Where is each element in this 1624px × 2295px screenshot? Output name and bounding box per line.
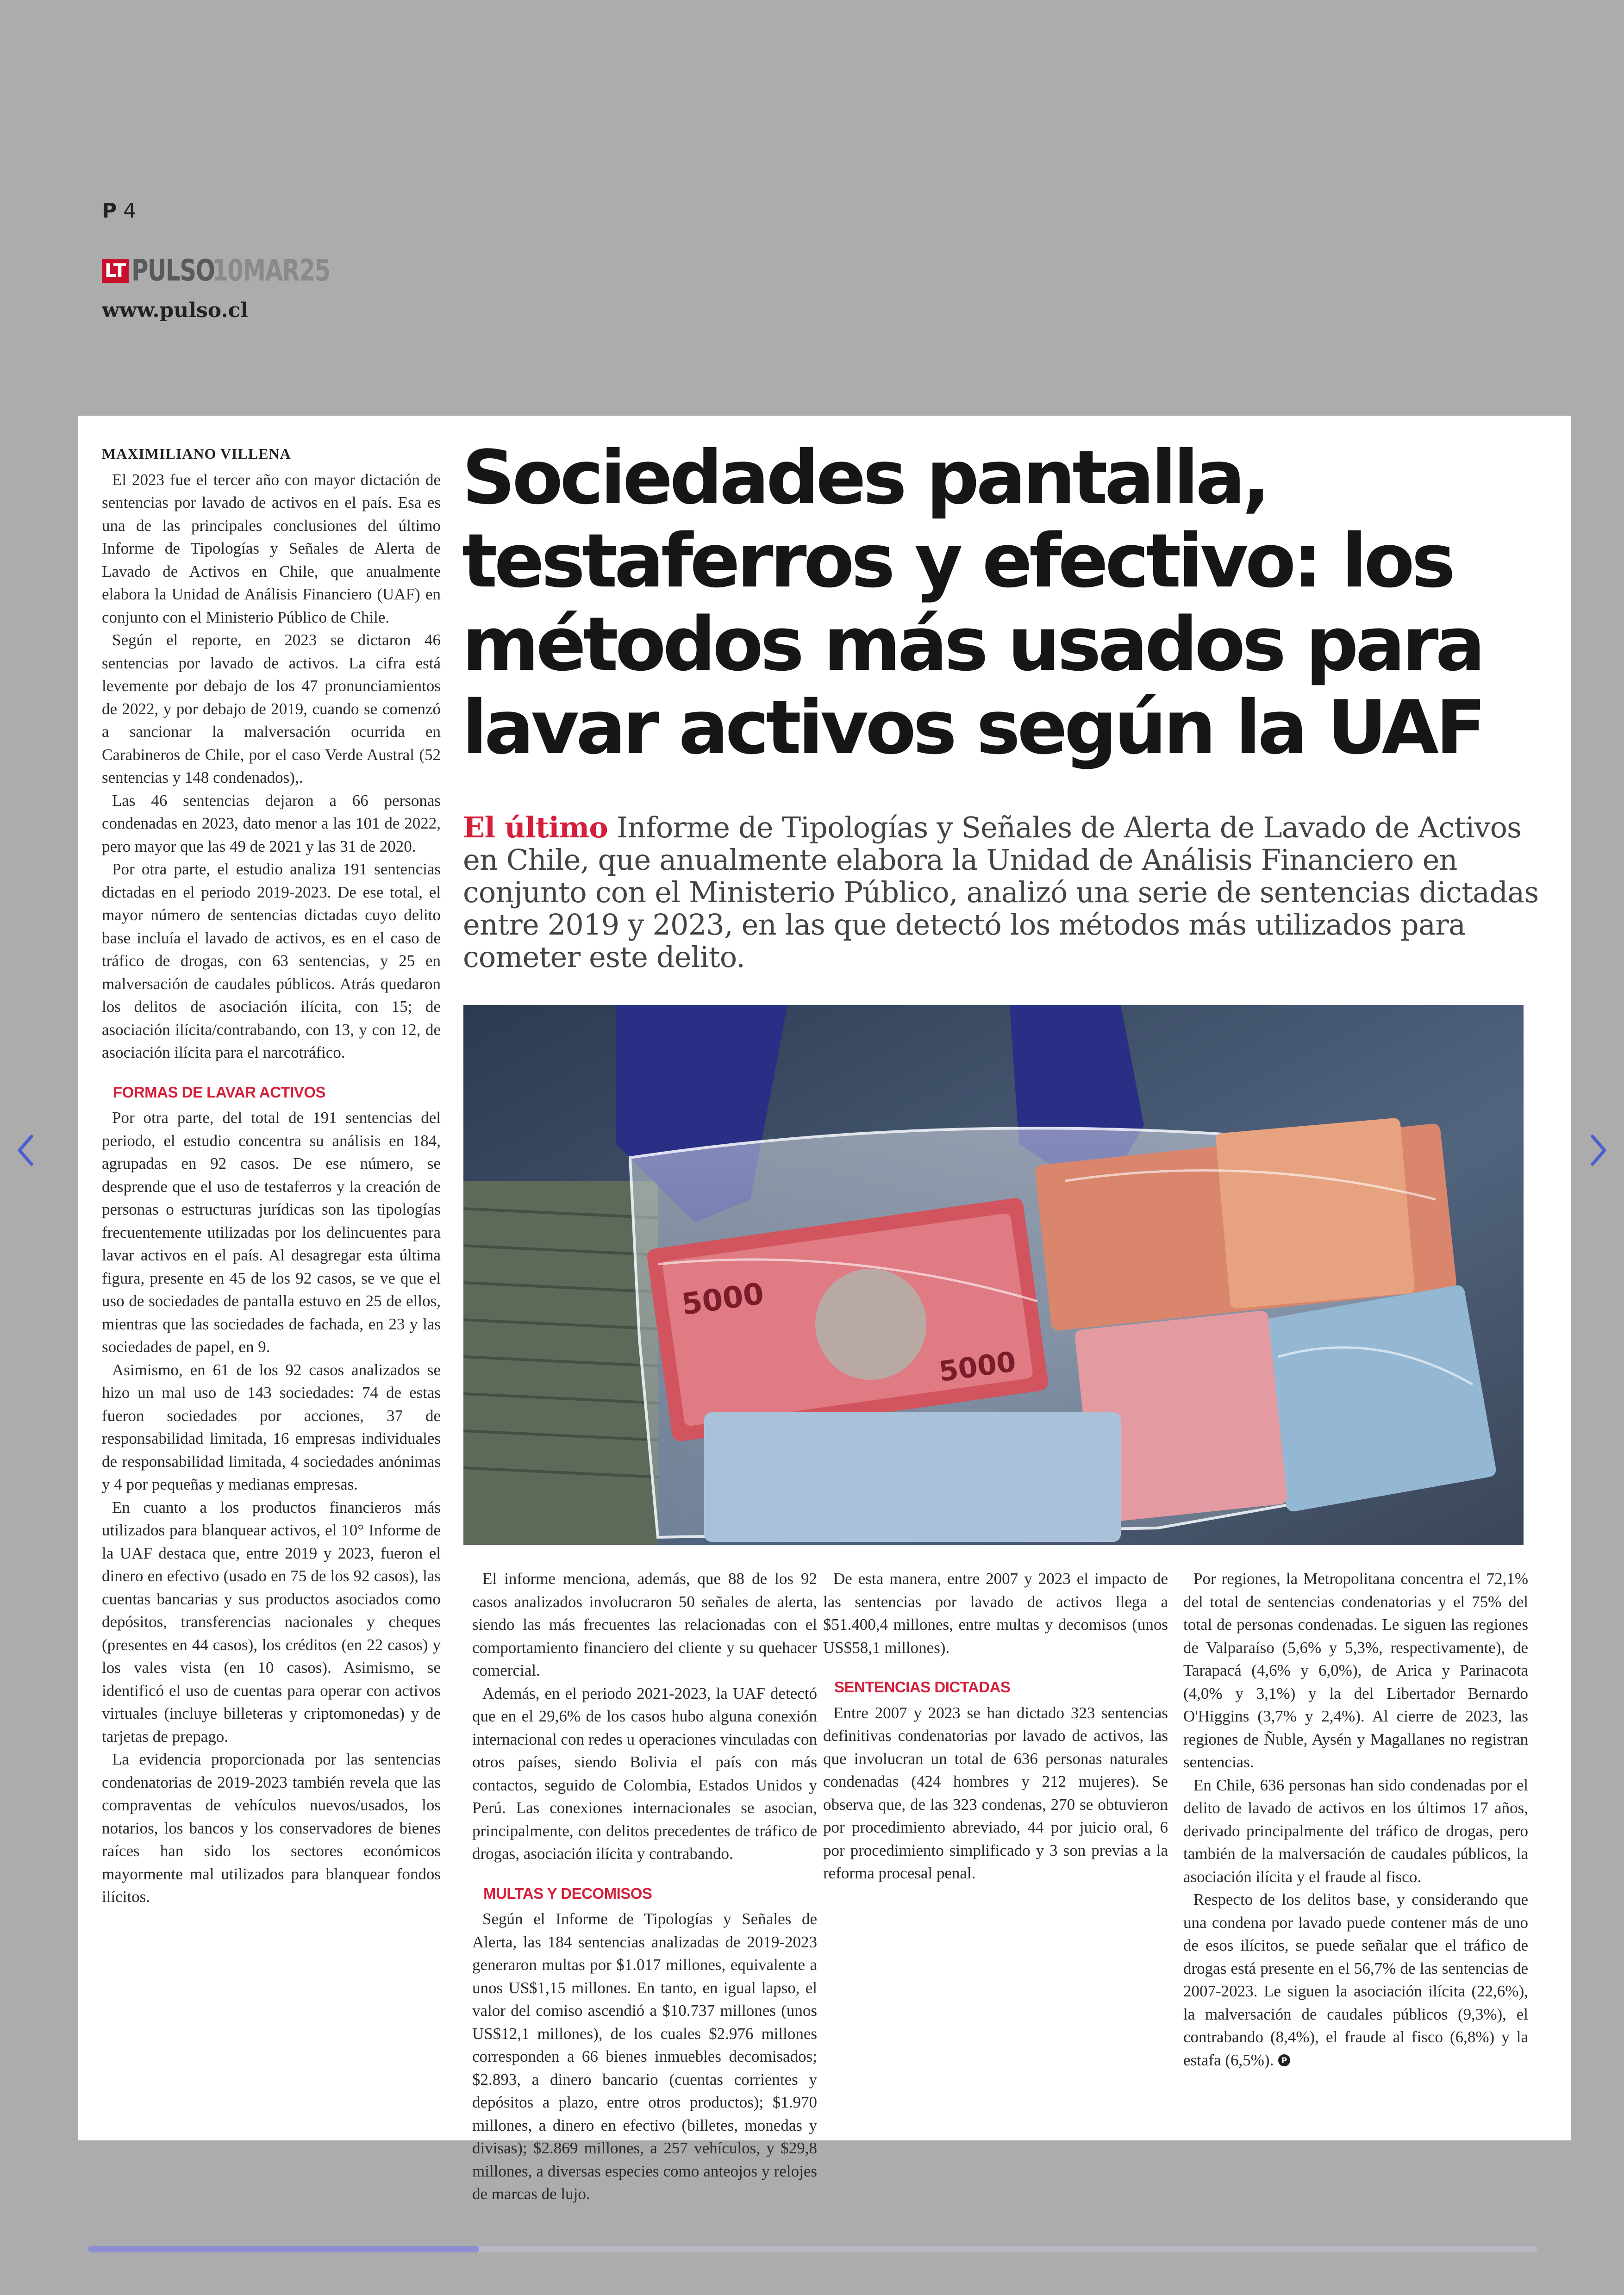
pulso-end-mark-icon [1278,2054,1291,2067]
page-number [102,199,136,223]
paragraph: Además, en el periodo 2021-2023, la UAF detectó que en el 29,6% de los casos hubo alguna conexión internacional con redes u operaciones vinculadas con otros países, siendo Bolivia el país con más contactos, seguido de Colombia, Estados Unidos y Perú. Las conexiones internacionales se asocian, principalmente, con delitos precedentes de tráfico de drogas, asociación ilícita y contrabando. [472,1684,817,1863]
chevron-right-icon [1588,1133,1609,1168]
cash-bundles-photo [463,1005,1524,1545]
subhead-multas: MULTAS Y DECOMISOS [483,1884,652,1902]
subhead-formas: FORMAS DE LAVAR ACTIVOS [113,1083,326,1101]
paragraph: Asimismo, en 61 de los 92 casos analizados se hizo un mal uso de 143 sociedades: 74 de estas fueron sociedades por acciones, 37 de responsabilidad limitada, 16 empresas individuales de responsabilidad limitada, 4 sociedades anónimas y 4 por pequeñas y medianas empresas. [102,1360,441,1493]
page-number-value: 4 [123,199,137,223]
edition-date: 10MAR25 [212,254,331,288]
paragraph: Por otra parte, el estudio analiza 191 sentencias dictadas en el periodo 2019-2023. De ese total, el mayor número de sentencias dictadas cuyo delito base incluía el lavado de activos, es en el caso de tráfico de drogas, con 63 sentencias, y 25 en malversación de caudales públicos. Atrás quedaron los delitos de asociación ilícita, con 15; de asociación ilícita/contrabando, con 13, y con 12, de asociación ilícita para el narcotráfico. [102,860,441,1061]
article-column-3 [823,1567,1168,1885]
deck [463,811,1546,973]
byline: MAXIMILIANO VILLENA [102,445,291,462]
article-column-2 [472,1567,817,2206]
paragraph: El 2023 fue el tercer año con mayor dictación de sentencias por lavado de activos en el país. Esa es una de las principales conclusiones del último Informe de Tipologías y Señales de Alerta de Lavado de Activos en Chile, que anualmente elabora la Unidad de Análisis Financiero (UAF) en conjunto con el Ministerio Público de Chile. [102,470,441,626]
headline: Sociedades pantalla, testaferros y efectivo: los métodos más usados para lavar activos según la UAF [462,434,1483,771]
svg-text:5000: 5000 [937,1345,1018,1389]
chevron-left-icon [15,1133,36,1168]
prev-page-button[interactable] [9,1129,42,1171]
deck-lead: El último [463,811,608,844]
paragraph: Según el reporte, en 2023 se dictaron 46 sentencias por lavado de activos. La cifra está levemente por debajo de los 47 pronunciamientos de 2022, y por debajo de 2019, cuando se comenzó a sancionar la malversación ocurrida en Carabineros de Chile, por el caso Verde Austral (52 sentencias y 148 condenados),. [102,631,441,786]
paragraph [1183,1888,1528,2071]
brand-name: PULSO [131,254,215,288]
reading-progress-fill [88,2246,479,2252]
paragraph: Las 46 sentencias dejaron a 66 personas condenadas en 2023, dato menor a las 101 de 2022, pero mayor que las 49 de 2021 y las 31 de 2020. [102,791,441,855]
subhead-sentencias: SENTENCIAS DICTADAS [834,1678,1011,1696]
paragraph: En cuanto a los productos financieros más utilizados para blanquear activos, el 10° Informe de la UAF destaca que, entre 2019 y 2023, fueron el dinero en efectivo (usado en 75 de los 92 casos), las cuentas bancarias y sus productos asociados como depósitos, transferencias nacionales y cheques (presentes en 44 casos), los créditos (en 22 casos) y los vales vista (en 10 casos). Asimismo, se identificó el uso de cuentas para operar con activos virtuales (incluye billeteras y criptomonedas) y de tarjetas de prepago. [102,1498,441,1746]
website-url: www.pulso.cl [102,299,249,322]
next-page-button[interactable] [1582,1129,1615,1171]
svg-text:5000: 5000 [679,1277,766,1322]
paragraph: La evidencia proporcionada por las sentencias condenatorias de 2019-2023 también revela que las compraventas de vehículos nuevos/usados, los notarios, los bancos y los conservadores de bienes raíces han sido los sectores económicos mayormente mal utilizados para blanquear fondos ilícitos. [102,1750,441,1906]
page-prefix: P [102,199,117,223]
lt-logo: LT [102,259,129,283]
paragraph: Según el Informe de Tipologías y Señales de Alerta, las 184 sentencias analizadas de 2019-2023 generaron multas por $1.017 millones, equivalente a unos US$1,15 millones. En tanto, en igual lapso, el valor del comiso ascendió a $10.737 millones (unos US$12,1 millones), de los cuales $2.976 millones corresponden a 66 bienes inmuebles decomisados; $2.893, a dinero bancario (cuentas corrientes y depósitos a plazo, entre otros productos); $1.970 millones, a dinero en efectivo (billetes, monedas y divisas); $2.869 millones, a 257 vehículos, y $29,8 millones, a diversas especies como anteojos y relojes de marcas de lujo. [472,1910,817,2203]
paragraph: Por regiones, la Metropolitana concentra el 72,1% del total de sentencias condenatorias y el 75% del total de personas condenadas. Le siguen las regiones de Valparaíso (5,6% y 5,3%, respectivamente), de Tarapacá (4,6% y 6,0%), de Arica y Parinacota (4,0% y 3,1%) y la del Libertador Bernardo O'Higgins (3,7% y 2,4%). Al cierre de 2023, las regiones de Ñuble, Aysén y Magallanes no registran sentencias. [1183,1570,1528,1771]
article-column-4 [1183,1567,1528,2071]
svg-text:P: P [1281,2056,1287,2065]
article-photo [463,1005,1524,1545]
paragraph: De esta manera, entre 2007 y 2023 el impacto de las sentencias por lavado de activos llega a $51.400,4 millones, entre multas y decomisos (unos US$58,1 millones). [823,1570,1168,1657]
paragraph: Por otra parte, del total de 191 sentencias del periodo, el estudio concentra su análisis en 184, agrupadas en 92 casos. De ese número, se desprende que el uso de testaferros y la creación de personas o estructuras jurídicas son las tipologías frecuentemente utilizadas por los delincuentes para lavar activos en el país. Al desagregar esta última figura, presente en 45 de los 92 casos, se ve que el uso de sociedades de pantalla estuvo en 25 de ellos, mientras que las sociedades de fachada, en 23 y las sociedades de papel, en 9. [102,1109,441,1356]
article-left-column [102,443,441,1908]
paragraph: En Chile, 636 personas han sido condenadas por el delito de lavado de activos en los últimos 17 años, derivado principalmente del tráfico de drogas, pero también de la malversación de caudales públicos, la asociación ilícita y el fraude al fisco. [1183,1776,1528,1886]
deck-text: Informe de Tipologías y Señales de Alerta de Lavado de Activos en Chile, que anualmente elabora la Unidad de Análisis Financiero en conjunto con el Ministerio Público, analizó una serie de sentencias dictadas entre 2019 y 2023, en las que detectó los métodos más utilizados para cometer este delito. [463,811,1539,974]
paragraph: El informe menciona, además, que 88 de los 92 casos analizados involucraron 50 señales de alerta, siendo las más frecuentes las relacionadas con el comportamiento financiero del cliente y su quehacer comercial. [472,1570,817,1679]
masthead [102,252,363,289]
paragraph: Entre 2007 y 2023 se han dictado 323 sentencias definitivas condenatorias por lavado de activos, las que involucran un total de 636 personas naturales condenadas (424 hombres y 212 mujeres). Se observa que, de las 323 condenas, 270 se obtuvieron por procedimiento abreviado, 44 por juicio oral, 6 por procedimiento simplificado y 3 son previas a la reforma procesal penal. [823,1703,1168,1882]
paragraph-text: Respecto de los delitos base, y considerando que una condena por lavado puede contener más de uno de esos ilícitos, se puede señalar que el tráfico de drogas está presente en el 56,7% de las sentencias de 2007-2023. Le siguen la asociación ilícita (22,6%), la malversación de caudales públicos (9,3%), el contrabando (8,4%), el fraude al fisco (6,8%) y la estafa (6,5%). [1183,1890,1528,2069]
newspaper-page [78,416,1571,2203]
reading-progress-bar[interactable] [88,2246,1537,2252]
